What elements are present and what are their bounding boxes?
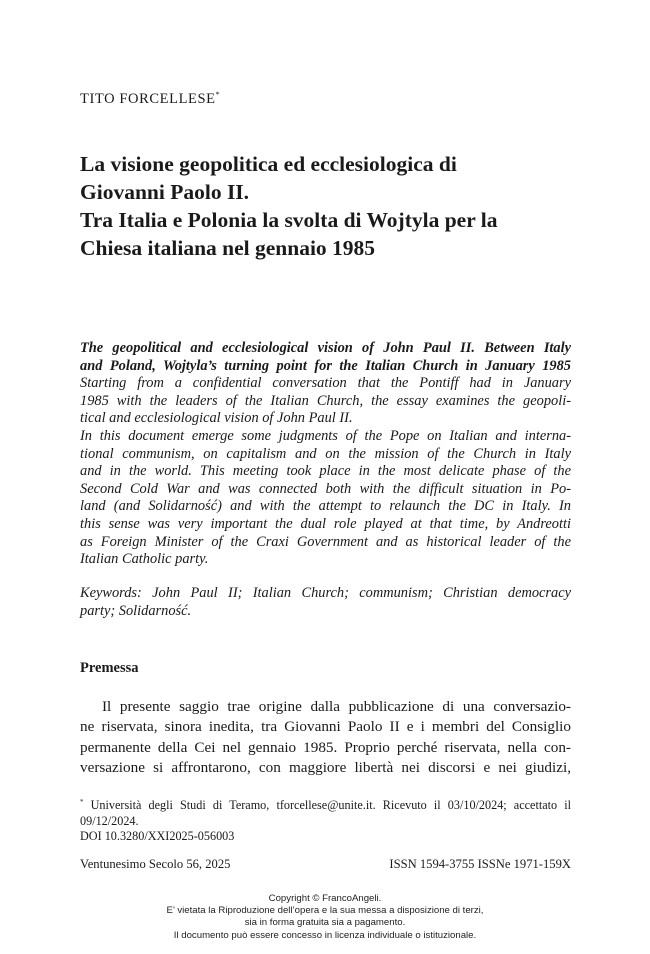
abstract-line: this sense was very important the dual role played at that time, by Andreotti <box>80 515 571 532</box>
abstract-line: Second Cold War and was connected both with the difficult situation in Po- <box>80 480 571 497</box>
journal-footer: Ventunesimo Secolo 56, 2025 <box>80 857 231 871</box>
abstract-title-line: The geopolitical and ecclesiological vision of John Paul II. Between Italy <box>80 340 571 356</box>
copyright-line: Il documento può essere concesso in licenza individuale o istituzionale. <box>173 929 477 941</box>
body-line: Il presente saggio trae origine dalla pubblicazione di una conversazio- <box>102 698 571 715</box>
title-line: Tra Italia e Polonia la svolta di Wojtyla per la <box>80 208 498 232</box>
title-line: La visione geopolitica ed ecclesiologica di <box>80 152 457 176</box>
keywords-line: party; Solidarność. <box>80 602 192 619</box>
abstract-line: In this document emerge some judgments of the Pope on Italian and interna- <box>80 427 571 444</box>
author-name-text: TITO FORCELLESE <box>80 91 216 107</box>
copyright-line: E’ vietata la Riproduzione dell’opera e la sua messa a disposizione di terzi, <box>166 905 484 917</box>
footnote-line-text: Università degli Studi di Teramo, tforcellese@unite.it. Ricevuto il 03/10/2024; accettato il <box>90 798 572 812</box>
abstract-line: tical and ecclesiological vision of John Paul II. <box>80 410 353 427</box>
body-line: versazione si affrontarono, con maggiore libertà nei discorsi e nei giudizi, <box>80 758 571 776</box>
abstract <box>80 340 571 569</box>
footnote-line: 09/12/2024. <box>80 813 139 828</box>
copyright-line: sia in forma gratuita sia a pagamento. <box>244 917 406 929</box>
footnote <box>80 795 571 845</box>
footnote-marker: * <box>80 798 84 806</box>
abstract-line: 1985 with the leaders of the Italian Church, the essay examines the geopoli- <box>80 392 571 409</box>
abstract-line: as Foreign Minister of the Craxi Government and as historical leader of the <box>80 533 571 550</box>
abstract-line: tional communism, on capitalism and on the mission of the Church in Italy <box>80 445 571 462</box>
title-line: Giovanni Paolo II. <box>80 180 250 204</box>
abstract-line: and in the world. This meeting took place in the most delicate phase of the <box>80 463 571 480</box>
abstract-line: Starting from a confidential conversation that the Pontiff had in January <box>80 375 571 392</box>
abstract-line: Italian Catholic party. <box>80 551 209 568</box>
body-line: permanente della Cei nel gennaio 1985. Proprio perché riservata, nella con- <box>80 738 571 756</box>
body-paragraph <box>80 697 571 778</box>
title-line: Chiesa italiana nel gennaio 1985 <box>80 236 376 260</box>
keywords <box>80 585 571 620</box>
copyright-notice <box>0 893 650 942</box>
author-name <box>80 90 220 108</box>
footnote-doi: DOI 10.3280/XXI2025-056003 <box>80 829 235 844</box>
abstract-title-line: and Poland, Wojtyla’s turning point for the Italian Church in January 1985 <box>80 357 571 374</box>
author-footnote-marker: * <box>215 90 221 99</box>
issn-footer: ISSN 1594-3755 ISSNe 1971-159X <box>389 857 571 871</box>
article-title <box>80 150 580 262</box>
keywords-line: Keywords: John Paul II; Italian Church; communism; Christian democracy <box>80 585 571 601</box>
abstract-line: land (and Solidarność) and with the attempt to relaunch the DC in Italy. In <box>80 498 571 515</box>
copyright-line: Copyright © FrancoAngeli. <box>268 893 382 904</box>
section-heading: Premessa <box>80 660 139 676</box>
body-line: ne riservata, sinora inedita, tra Giovanni Paolo II e i membri del Consiglio <box>80 718 571 736</box>
footnote-line <box>80 795 571 814</box>
